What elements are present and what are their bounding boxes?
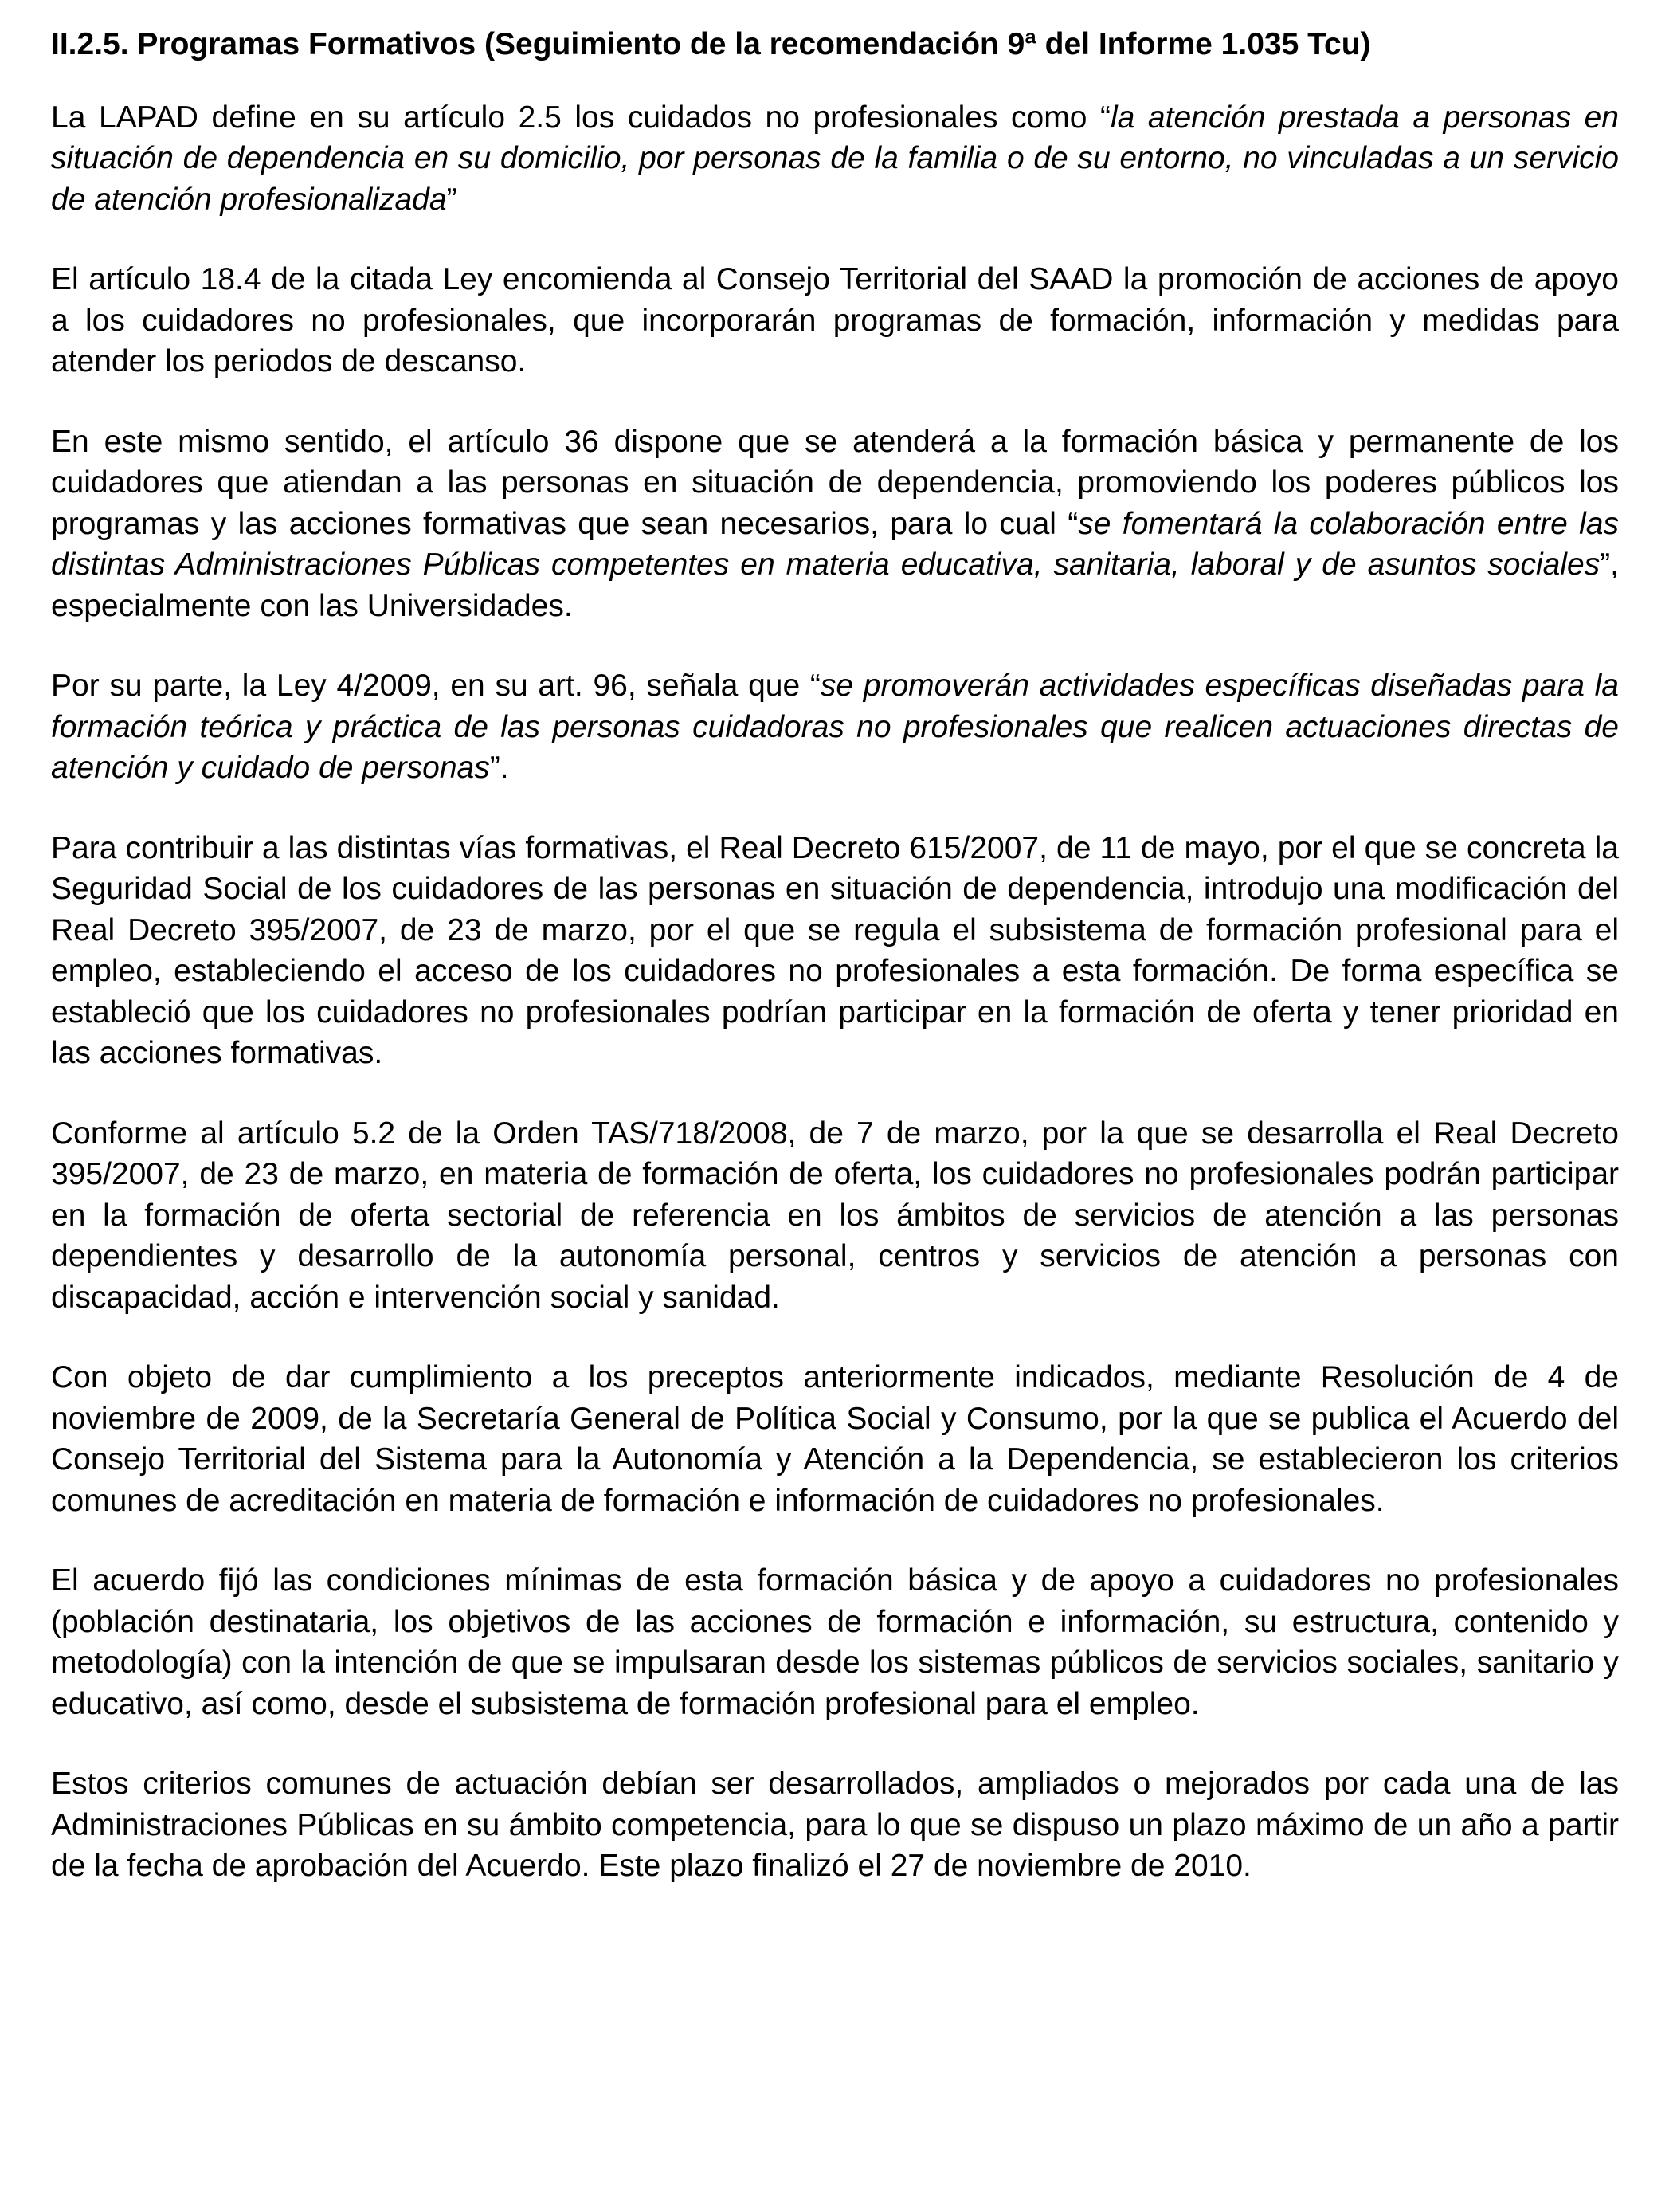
- paragraph-orden-tas: Conforme al artículo 5.2 de la Orden TAS/718/2008, de 7 de marzo, por la que se desarrolla el Real Decreto 395/2007, de 23 de marzo, en materia de formación de oferta, los cuidadores no profesionales podrán participar en la formación de oferta sectorial de referencia en los ámbitos de servicios de atención a las personas dependientes y desarrollo de la autonomía personal, centros y servicios de atención a personas con discapacidad, acción e intervención social y sanidad.: [51, 1116, 1619, 1315]
- paragraph-article-18-4: El artículo 18.4 de la citada Ley encomienda al Consejo Territorial del SAAD la promoción de acciones de apoyo a los cuidadores no profesionales, que incorporarán programas de formación, información y medidas para atender los periodos de descanso.: [51, 262, 1619, 378]
- paragraph-real-decreto-615: Para contribuir a las distintas vías formativas, el Real Decreto 615/2007, de 11 de mayo, por el que se concreta la Seguridad Social de los cuidadores de las personas en situación de dependencia, introdujo una modificación del Real Decreto 395/2007, de 23 de marzo, por el que se regula el subsistema de formación profesional para el empleo, estableciendo el acceso de los cuidadores no profesionales a esta formación. De forma específica se estableció que los cuidadores no profesionales podrían participar en la formación de oferta y tener prioridad en las acciones formativas.: [51, 830, 1619, 1070]
- paragraph-article-36: [51, 422, 1619, 627]
- paragraph-text: En este mismo sentido, el artículo 36 dispone que se atenderá a la formación básica y permanente de los cuidadores que atiendan a las personas en situación de dependencia, promoviendo los poderes públicos los programas y las acciones formativas que sean necesarios, para lo cual “: [51, 424, 1619, 541]
- paragraph-lapad-definition: [51, 97, 1619, 221]
- italic-quote: la atención prestada a personas en situación de dependencia en su domicilio, por personas de la familia o de su entorno, no vinculadas a un servicio de atención profesionalizada: [51, 100, 1619, 217]
- italic-quote: se fomentará la colaboración entre las distintas Administraciones Públicas competentes en materia educativa, sanitaria, laboral y de asuntos sociales: [51, 506, 1619, 582]
- paragraph-text: La LAPAD define en su artículo 2.5 los cuidados no profesionales como “: [51, 100, 1111, 135]
- italic-quote: se promoverán actividades específicas diseñadas para la formación teórica y práctica de las personas cuidadoras no profesionales que realicen actuaciones directas de atención y cuidado de personas: [51, 669, 1619, 785]
- paragraph-text: ”, especialmente con las Universidades.: [51, 547, 1619, 623]
- document-page: [51, 24, 1619, 1887]
- paragraph-acuerdo-condiciones: El acuerdo fijó las condiciones mínimas de esta formación básica y de apoyo a cuidadores no profesionales (población destinataria, los objetivos de las acciones de formación e información, su estructura, contenido y metodología) con la intención de que se impulsaran desde los sistemas públicos de servicios sociales, sanitario y educativo, así como, desde el subsistema de formación profesional para el empleo.: [51, 1563, 1619, 1721]
- paragraph-text: Por su parte, la Ley 4/2009, en su art. 96, señala que “: [51, 669, 821, 703]
- paragraph-criterios-plazo: Estos criterios comunes de actuación debían ser desarrollados, ampliados o mejorados por cada una de las Administraciones Públicas en su ámbito competencia, para lo que se dispuso un plazo máximo de un año a partir de la fecha de aprobación del Acuerdo. Este plazo finalizó el 27 de noviembre de 2010.: [51, 1767, 1619, 1883]
- section-heading: II.2.5. Programas Formativos (Seguimiento de la recomendación 9ª del Informe 1.035 Tcu): [51, 27, 1371, 61]
- paragraph-ley-4-2009: [51, 665, 1619, 789]
- paragraph-text: ”: [446, 182, 457, 217]
- paragraph-resolucion-2009: Con objeto de dar cumplimiento a los preceptos anteriormente indicados, mediante Resolución de 4 de noviembre de 2009, de la Secretaría General de Política Social y Consumo, por la que se publica el Acuerdo del Consejo Territorial del Sistema para la Autonomía y Atención a la Dependencia, se establecieron los criterios comunes de acreditación en materia de formación e información de cuidadores no profesionales.: [51, 1360, 1619, 1518]
- paragraph-text: ”.: [489, 751, 509, 785]
